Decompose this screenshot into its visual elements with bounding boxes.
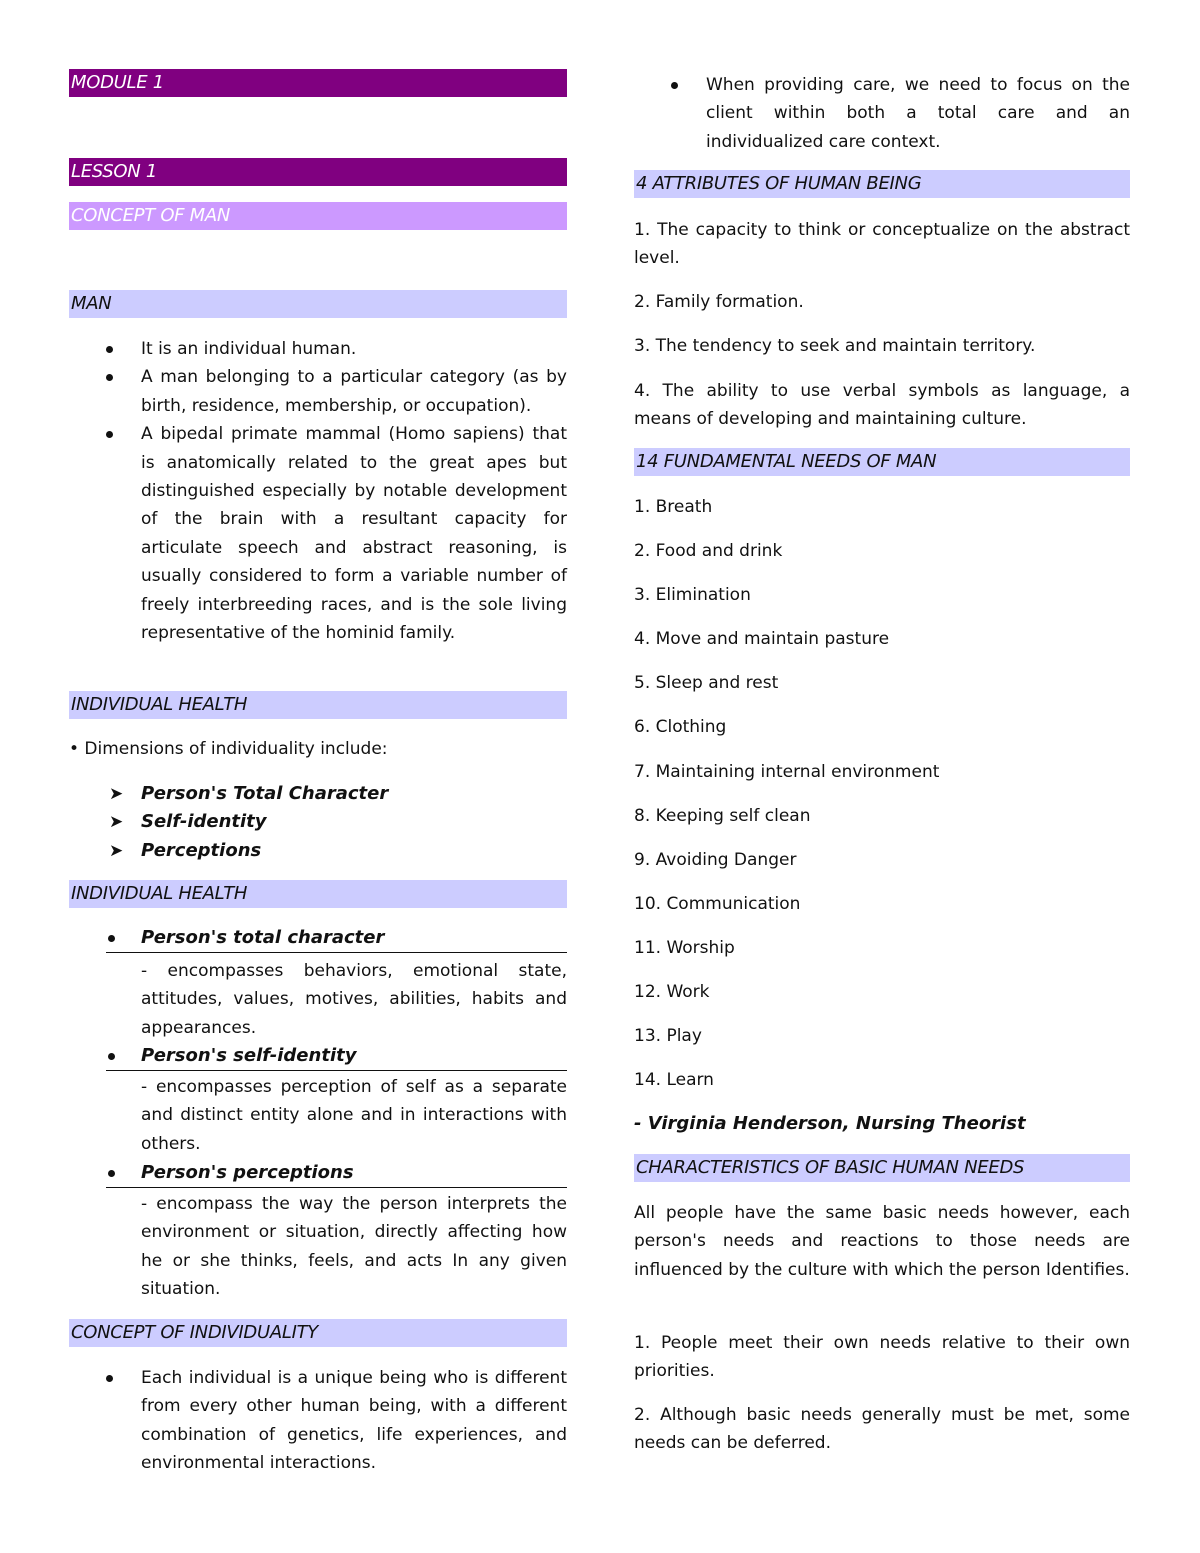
bullet-icon [108, 1053, 115, 1060]
perceptions-section [69, 1159, 567, 1304]
bullet-icon [108, 935, 115, 942]
sub-section-title: Person's self-identity [69, 1042, 567, 1070]
attribute-item: 3. The tendency to seek and maintain territory. [634, 336, 1036, 356]
need-item: 3. Elimination [634, 585, 751, 605]
attribution: - Virginia Henderson, Nursing Theorist [634, 1113, 1026, 1134]
characteristics-intro: All people have the same basic needs however, each person's needs and reactions to those needs are influenced by the culture with which the person Identifies. [634, 1203, 1130, 1280]
sub-section-body: - encompasses perception of self as a separate and distinct entity alone and in interactions with others. [141, 1077, 567, 1154]
need-item: 5. Sleep and rest [634, 673, 779, 693]
underline-divider [106, 1070, 567, 1071]
bullet-icon [671, 82, 678, 89]
need-item: 10. Communication [634, 894, 801, 914]
dimensions-intro: • Dimensions of individuality include: [69, 739, 388, 759]
list-item: ➤ Perceptions [69, 837, 567, 865]
man-bullet-list [69, 335, 567, 647]
man-heading: MAN [69, 290, 567, 318]
need-item: 11. Worship [634, 938, 735, 958]
attribute-item: 2. Family formation. [634, 292, 804, 312]
individual-health-heading: INDIVIDUAL HEALTH [69, 691, 567, 719]
need-item: 9. Avoiding Danger [634, 850, 797, 870]
characteristic-item: 2. Although basic needs generally must be met, some needs can be deferred. [634, 1405, 1130, 1454]
bullet-icon [108, 1170, 115, 1177]
list-item: A man belonging to a particular category (as by birth, residence, membership, or occupation). [69, 363, 567, 420]
need-item: 2. Food and drink [634, 541, 783, 561]
characteristics-heading: CHARACTERISTICS OF BASIC HUMAN NEEDS [634, 1154, 1130, 1182]
sub-section-title: Person's total character [69, 924, 567, 952]
individuality-heading: CONCEPT OF INDIVIDUALITY [69, 1319, 567, 1347]
list-item: A bipedal primate mammal (Homo sapiens) that is anatomically related to the great apes but distinguished especially by notable development of the brain with a resultant capacity for articulate speech and abstract reasoning, is usually considered to form a variable number of freely interbreeding races, and is the sole living representative of the hominid family. [69, 420, 567, 647]
underline-divider [106, 1187, 567, 1188]
need-item: 7. Maintaining internal environment [634, 762, 940, 782]
need-item: 8. Keeping self clean [634, 806, 811, 826]
total-character-section [69, 924, 567, 1042]
bullet-icon [106, 346, 113, 353]
lesson-heading: LESSON 1 [69, 158, 567, 186]
attribute-item: 4. The ability to use verbal symbols as language, a means of developing and maintaining culture. [634, 381, 1130, 430]
module-heading: MODULE 1 [69, 69, 567, 97]
self-identity-section [69, 1042, 567, 1158]
concept-heading: CONCEPT OF MAN [69, 202, 567, 230]
individual-health-heading-2: INDIVIDUAL HEALTH [69, 880, 567, 908]
list-item: Each individual is a unique being who is different from every other human being, with a different combination of genetics, life experiences, and environmental interactions. [69, 1364, 567, 1478]
characteristic-item: 1. People meet their own needs relative to their own priorities. [634, 1333, 1130, 1382]
underline-divider [106, 952, 567, 953]
sub-section-body: - encompass the way the person interprets the environment or situation, directly affecting how he or she thinks, feels, and acts In any given situation. [141, 1194, 567, 1300]
individuality-list [69, 1364, 567, 1478]
need-item: 12. Work [634, 982, 710, 1002]
bullet-icon [106, 431, 113, 438]
list-item: It is an individual human. [69, 335, 567, 363]
sub-section-body: - encompasses behaviors, emotional state, attitudes, values, motives, abilities, habits and appearances. [141, 961, 567, 1038]
arrowhead-icon: ➤ [109, 784, 124, 804]
need-item: 14. Learn [634, 1070, 714, 1090]
list-item: ➤ Person's Total Character [69, 780, 567, 808]
dimensions-list [69, 780, 567, 865]
attributes-heading: 4 ATTRIBUTES OF HUMAN BEING [634, 170, 1130, 198]
bullet-icon [106, 374, 113, 381]
need-item: 4. Move and maintain pasture [634, 629, 890, 649]
need-item: 13. Play [634, 1026, 702, 1046]
needs-heading: 14 FUNDAMENTAL NEEDS OF MAN [634, 448, 1130, 476]
arrowhead-icon: ➤ [109, 840, 124, 861]
need-item: 6. Clothing [634, 717, 727, 737]
attribute-item: 1. The capacity to think or conceptualize on the abstract level. [634, 220, 1130, 269]
care-bullet-list [634, 71, 1130, 156]
list-item: When providing care, we need to focus on the client within both a total care and an individualized care context. [634, 71, 1130, 156]
need-item: 1. Breath [634, 497, 713, 517]
bullet-icon [106, 1375, 113, 1382]
list-item: ➤ Self-identity [69, 808, 567, 836]
sub-section-title: Person's perceptions [69, 1159, 567, 1187]
arrowhead-icon: ➤ [109, 812, 124, 833]
